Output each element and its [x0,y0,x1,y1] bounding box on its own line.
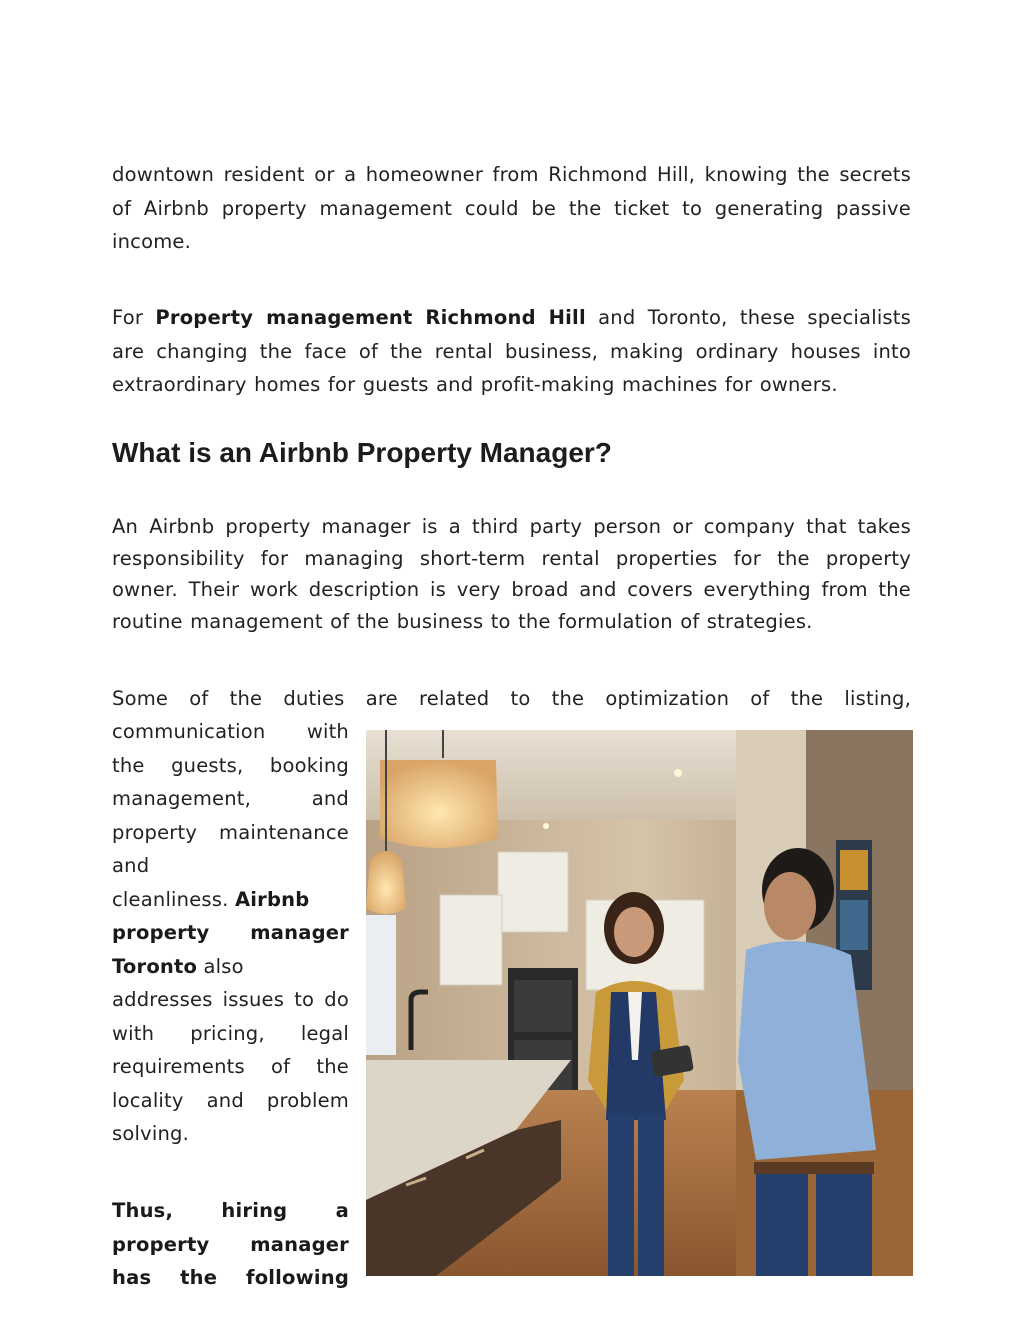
duties-line [112,916,349,950]
paragraph-duties-first-line [112,682,911,716]
duties-first-line-text: Some of the duties are related to the optimization of the listing, [112,687,911,710]
benefits-line: has the following [112,1266,349,1289]
duties-line: addresses issues to do [112,988,349,1011]
benefits-line: Thus, hiring a [112,1199,349,1222]
kitchen-illustration [366,730,913,1276]
kitchen-photo [366,730,913,1276]
duties-line: and [112,854,150,877]
bold-keyword-property-manager: property manager [112,921,349,944]
upper-cabinet [440,895,502,985]
duties-line: solving. [112,1122,190,1145]
paragraph-benefits-intro [112,1194,349,1295]
upper-cabinet [498,852,568,932]
duties-line: requirements of the [112,1055,349,1078]
duties-line: locality and problem [112,1088,349,1112]
paragraph-definition-text: An Airbnb property manager is a third party person or company that takes responsibility for managing short-term rental properties for the property owner. Their work description is very broad and covers everything from the routine management of the business to the formulation of strategies. [112,515,911,633]
duties-line: communication with [112,720,349,743]
paragraph-specialists [112,301,911,402]
duties-line: management, and [112,787,349,810]
paragraph-definition [112,511,911,637]
bold-keyword-richmond-hill: Property management Richmond Hill [155,306,586,329]
bold-keyword-airbnb: Airbnb [234,887,310,911]
duties-cleanliness: cleanliness. [112,887,229,911]
window [366,915,396,1055]
paragraph-duties-column [112,715,349,1151]
duties-line [112,883,349,917]
duties-also: also [203,954,244,978]
duties-line: with pricing, legal [112,1021,349,1045]
paragraph-intro [112,158,911,259]
duties-line: property maintenance [112,820,349,844]
pendant-lamp [380,760,498,848]
bold-keyword-toronto: Toronto [112,954,198,978]
paragraph-intro-text: downtown resident or a homeowner from Richmond Hill, knowing the secrets of Airbnb property management could be the ticket to generating passive income. [112,163,911,253]
duties-line [112,950,349,984]
paragraph-specialists-suffix: and Toronto, these specialists are changing the face of the rental business, making ordinary houses into extraordinary homes for guests and profit-making machines for owners. [112,306,911,396]
pendant-lamp [366,851,406,914]
section-heading: What is an Airbnb Property Manager? [112,437,612,468]
duties-line: the guests, booking [112,753,349,777]
paragraph-specialists-prefix: For [112,306,156,329]
benefits-line: property manager [112,1232,349,1256]
